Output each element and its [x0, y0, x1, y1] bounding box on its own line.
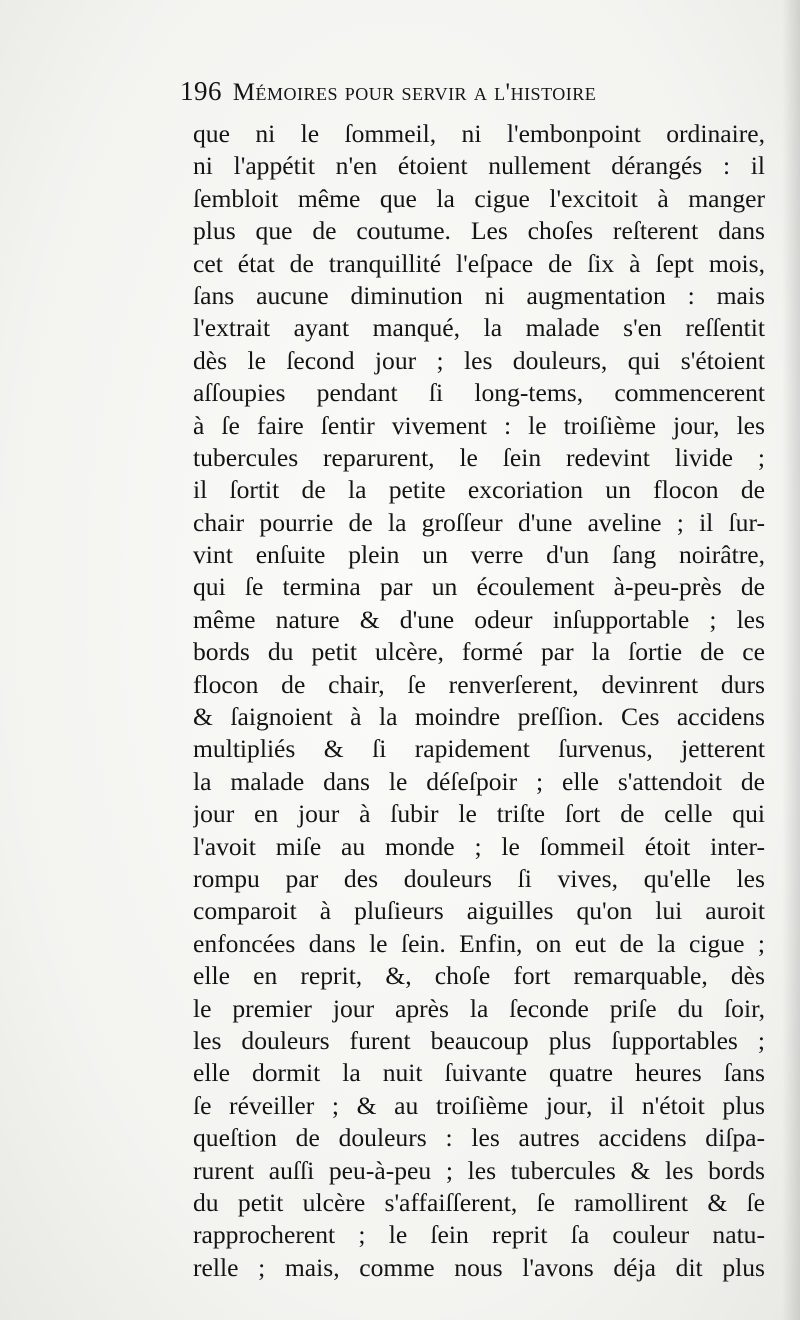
text-line: comparoit à pluſieurs aiguilles qu'on lui auroit [193, 896, 765, 926]
text-line: ni l'appétit n'en étoient nullement dérangés : il [193, 151, 765, 181]
text-line: que ni le ſommeil, ni l'embonpoint ordinaire, [193, 119, 765, 148]
text-line: & ſaignoient à la moindre preſſion. Ces accidens [193, 702, 765, 732]
text-line: rompu par des douleurs ſi vives, qu'elle les [193, 863, 765, 893]
text-line: la malade dans le déſeſpoir ; elle s'attendoit de [193, 766, 765, 796]
text-line: le premier jour après la ſeconde priſe du ſoir, [193, 993, 765, 1023]
text-line: ſe réveiller ; & au troiſième jour, il n'étoit plus [193, 1090, 765, 1120]
text-line: ſembloit même que la cigue l'excitoit à manger [193, 183, 765, 213]
running-title: Mémoires pour servir a l'histoire [232, 79, 597, 106]
text-line: du petit ulcère s'affaiſſerent, ſe ramollirent & ſe [193, 1187, 765, 1217]
text-line: vint enſuite plein un verre d'un ſang noirâtre, [193, 540, 765, 570]
text-line: même nature & d'une odeur inſupportable ; les [193, 604, 765, 634]
text-line: il ſortit de la petite excoriation un flocon de [193, 475, 765, 505]
text-line: queſtion de douleurs : les autres accidens diſpa- [193, 1123, 765, 1153]
text-line: jour en jour à ſubir le triſte ſort de celle qui [193, 799, 765, 829]
page-header [180, 76, 740, 107]
text-line: flocon de chair, ſe renverſerent, devinrent durs [193, 669, 765, 699]
text-line: dès le ſecond jour ; les douleurs, qui s'étoient [193, 345, 765, 375]
text-line: elle en reprit, &, choſe fort remarquable, dès [193, 961, 765, 991]
text-line: cet état de tranquillité l'eſpace de ſix à ſept mois, [193, 248, 765, 278]
page-edge-shadow [782, 0, 800, 1320]
text-line: elle dormit la nuit ſuivante quatre heures ſans [193, 1058, 765, 1088]
text-line: plus que de coutume. Les choſes reſterent dans [193, 216, 765, 246]
text-line: les douleurs furent beaucoup plus ſupportables ; [193, 1025, 765, 1055]
text-line: ſans aucune diminution ni augmentation : mais [193, 280, 765, 310]
text-line: bords du petit ulcère, formé par la ſortie de ce [193, 637, 765, 667]
text-line: multipliés & ſi rapidement ſurvenus, jetterent [193, 734, 765, 764]
text-line: rurent auſſi peu-à-peu ; les tubercules & les bords [193, 1155, 765, 1185]
text-line: aſſoupies pendant ſi long-tems, commencerent [193, 378, 765, 408]
body-text [193, 118, 765, 1284]
page-number: 196 [180, 76, 222, 106]
text-line: chair pourrie de la groſſeur d'une aveline ; il ſur- [193, 507, 765, 537]
text-line: enfoncées dans le ſein. Enfin, on eut de la cigue ; [193, 928, 765, 958]
text-line: l'extrait ayant manqué, la malade s'en reſſentit [193, 313, 765, 343]
text-line: rapprocherent ; le ſein reprit ſa couleur natu- [193, 1220, 765, 1250]
text-line: à ſe faire ſentir vivement : le troiſième jour, les [193, 410, 765, 440]
text-line: tubercules reparurent, le ſein redevint livide ; [193, 442, 765, 472]
text-line: l'avoit miſe au monde ; le ſommeil étoit inter- [193, 831, 765, 861]
text-line: qui ſe termina par un écoulement à-peu-près de [193, 572, 765, 602]
text-line: relle ; mais, comme nous l'avons déja dit plus [193, 1252, 765, 1282]
